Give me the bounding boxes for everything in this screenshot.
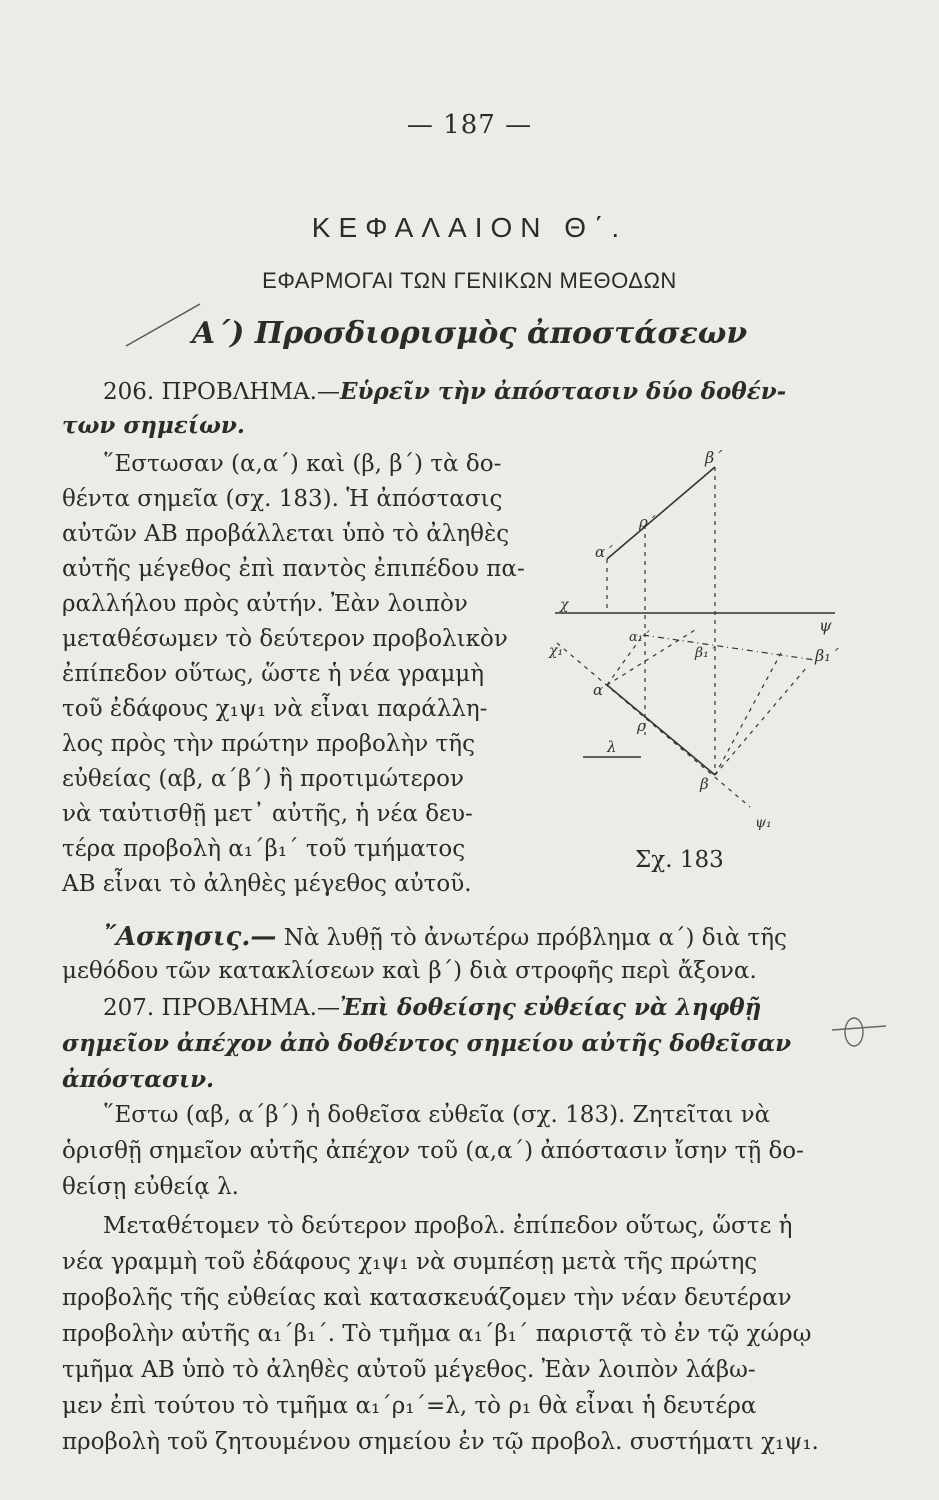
axis-x1-y1 [557,643,750,807]
p207-line: Μεταθέτομεν τὸ δεύτερον προβολ. ἐπίπεδον οὕτως, ὥστε ἡ [103,1213,793,1239]
p207-line: προβολῆς τῆς εὐθείας καὶ κατασκευάζομεν τὴν νέαν δευτέραν [62,1285,792,1311]
label-lambda: λ [607,738,617,756]
label-rho1-prime: β₁΄ [695,645,716,661]
label-x: χ [560,597,569,613]
p206-heading [103,378,838,405]
figure-183 [545,445,845,845]
label-b1-prime: β₁΄ [815,646,839,665]
section-title: Α΄) Προσδιορισμὸς ἀποστάσεων [191,316,748,351]
p206-line: εὐθείας (αβ, α΄β΄) ἢ προτιμώτερον [62,766,464,792]
label-rho-prime: ρ΄ [639,513,656,531]
label-a1-prime: α₁΄ [629,630,650,645]
pencil-theta-mark [830,1012,890,1052]
p207-line: τμῆμα ΑΒ ὑπὸ τὸ ἀληθὲς αὐτοῦ μέγεθος. Ἐὰν λοιπὸν λάβω- [62,1357,756,1383]
p206-line: ἐπίπεδον οὕτως, ὥστε ἡ νέα γραμμὴ [62,661,485,687]
label-b-prime: β΄ [705,448,723,467]
p206-title-a: Εὑρεῖν τὴν ἀπόστασιν δύο δοθέν- [339,378,787,405]
p206-line: θέντα σημεῖα (σχ. 183). Ἡ ἀπόστασις [62,486,503,512]
exercise-label: ῎Ασκησις.— [103,922,277,952]
page-number: — 187 — [406,110,533,140]
p207-line: νέα γραμμὴ τοῦ ἐδάφους χ₁ψ₁ νὰ συμπέσῃ μετὰ τῆς πρώτης [62,1249,758,1275]
p206-line: ΑΒ εἶναι τὸ ἀληθὲς μέγεθος αὐτοῦ. [62,871,472,897]
exercise-line-2: μεθόδου τῶν κατακλίσεων καὶ β΄) διὰ στροφῆς περὶ ἄξονα. [62,958,757,984]
label-a-prime: α΄ [595,543,613,561]
p207-line: θείσῃ εὐθείᾳ λ. [62,1174,239,1200]
exercise-text-1: Νὰ λυθῇ τὸ ἀνωτέρω πρόβλημα α΄) διὰ τῆς [283,925,787,951]
label-beta: β [700,775,709,793]
p207-line: μεν ἐπὶ τούτου τὸ τμῆμα α₁΄ρ₁΄=λ, τὸ ρ₁ θὰ εἶναι ἡ δευτέρα [62,1393,757,1419]
p206-line: τοῦ ἐδάφους χ₁ψ₁ νὰ εἶναι παράλλη- [62,696,488,722]
label-alpha: α [593,681,604,699]
label-rho: ρ [637,717,646,735]
p207-heading [103,994,761,1021]
p206-line: αὐτῆς μέγεθος ἐπὶ παντὸς ἐπιπέδου πα- [62,556,525,582]
p206-number: 206. ΠΡΟΒΛΗΜΑ.— [103,379,340,405]
p207-title-c: ἀπόστασιν. [62,1066,215,1093]
p206-line: νὰ ταὐτισθῇ μετ᾽ αὐτῆς, ἡ νέα δευ- [62,801,473,827]
figure-caption: Σχ. 183 [635,847,724,873]
p207-line: ῞Εστω (αβ, α΄β΄) ἡ δοθεῖσα εὐθεῖα (σχ. 183). Ζητεῖται νὰ [103,1102,771,1128]
p207-line: ὁρισθῇ σημεῖον αὐτῆς ἀπέχον τοῦ (α,α΄) ἀπόστασιν ἴσην τῇ δο- [62,1138,804,1164]
p207-line: προβολὴ τοῦ ζητουμένου σημείου ἐν τῷ προβολ. συστήματι χ₁ψ₁. [62,1429,819,1455]
p207-number: 207. ΠΡΟΒΛΗΜΑ.— [103,995,340,1021]
chapter-heading: ΚΕΦΑΛΑΙΟΝ Θ΄. [311,212,628,243]
line-a-prime-b-prime [607,467,715,559]
chapter-subtitle: ΕΦΑΡΜΟΓΑΙ ΤΩΝ ΓΕΝΙΚΩΝ ΜΕΘΟΔΩΝ [262,268,677,293]
label-y: ψ [819,616,832,635]
p206-line: ῞Εστωσαν (α,α΄) καὶ (β, β΄) τὰ δο- [103,451,502,477]
p206-line: λος πρὸς τὴν πρώτην προβολὴν τῆς [62,731,475,757]
p206-title-b: των σημείων. [62,412,245,439]
p206-line: τέρα προβολὴ α₁΄β₁΄ τοῦ τμήματος [62,836,466,862]
p207-title-a: Ἐπὶ δοθείσης εὐθείας νὰ ληφθῇ [339,994,762,1021]
p207-title-b: σημεῖον ἀπέχον ἀπὸ δοθέντος σημείου αὐτῆς δοθεῖσαν [62,1030,792,1057]
label-x1: χ₁ [549,643,564,659]
line-a-b [607,685,715,775]
p206-line: μεταθέσωμεν τὸ δεύτερον προβολικὸν [62,626,508,652]
exercise-line-1 [103,922,787,952]
p206-line: ραλλήλου πρὸς αὐτήν. Ἐὰν λοιπὸν [62,591,468,617]
p206-line: αὐτῶν ΑΒ προβάλλεται ὑπὸ τὸ ἀληθὲς [62,521,510,547]
p207-line: προβολὴν αὐτῆς α₁΄β₁΄. Τὸ τμῆμα α₁΄β₁΄ παριστᾷ τὸ ἐν τῷ χώρῳ [62,1321,812,1347]
label-y1: ψ₁ [755,815,772,831]
